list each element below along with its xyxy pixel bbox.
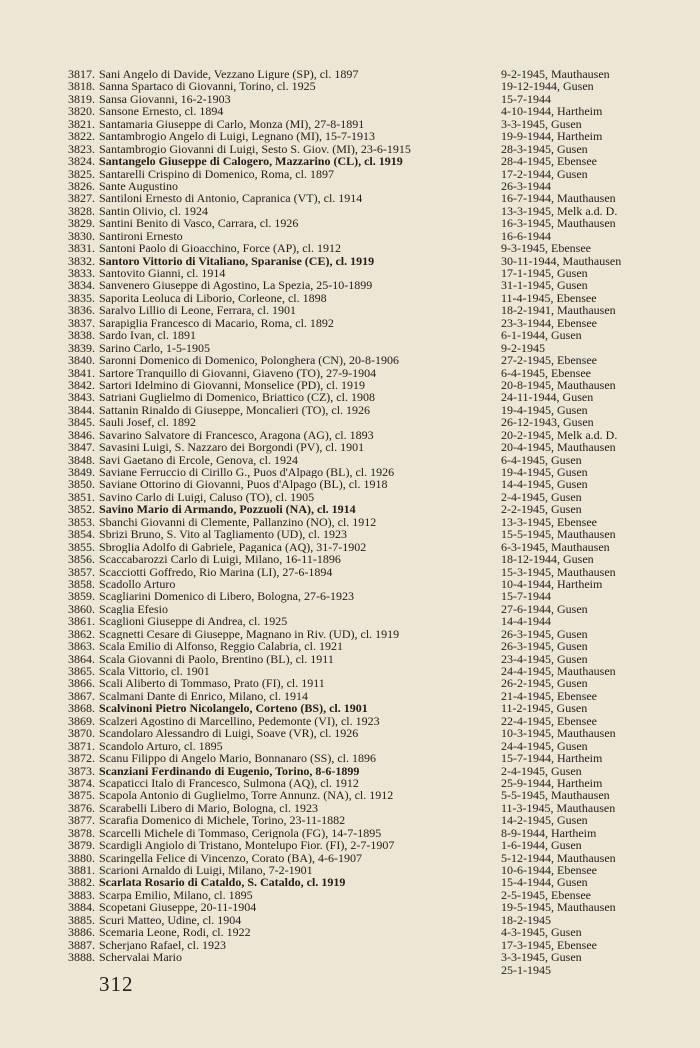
entry-fate: 13-3-1945, Melk a.d. D.: [501, 203, 618, 218]
entry-fate: 1-6-1944, Gusen: [501, 838, 582, 853]
entry-fate: 25-9-1944, Hartheim: [501, 775, 603, 790]
entry-row: [64, 105, 664, 117]
entry-name: Scanziani Ferdinando di Eugenio, Torino, 8-6-1899: [99, 764, 360, 777]
entry-name: Savino Carlo di Luigi, Caluso (TO), cl. 1905: [99, 490, 315, 504]
entry-number: 3876.: [68, 800, 95, 815]
entry-number: 3850.: [68, 477, 95, 492]
entry-fate: 23-3-1944, Ebensee: [501, 315, 597, 330]
entry-name: Scemaria Leone, Rodi, cl. 1922: [99, 926, 251, 939]
entry-number: 3842.: [68, 377, 95, 392]
entry-name: Scarafia Domenico di Michele, Torino, 23-11-1882: [99, 814, 346, 827]
entry-number: 3869.: [68, 713, 95, 728]
entry-row: [64, 926, 664, 938]
entry-fate: 3-3-1945, Gusen: [501, 950, 582, 965]
entry-fate: 17-1-1945, Gusen: [501, 266, 588, 280]
entry-number: 3825.: [68, 166, 95, 181]
entry-number: 3834.: [68, 278, 95, 293]
entry-number: 3882.: [68, 875, 95, 890]
entry-number: 3883.: [68, 887, 95, 902]
entry-row: [64, 814, 664, 826]
entry-number: 3872.: [68, 751, 95, 766]
entry-number: 3827.: [68, 191, 95, 206]
entry-number: 3817.: [68, 67, 95, 81]
entry-number: 3824.: [68, 154, 95, 169]
entry-fate: 19-12-1944, Gusen: [501, 79, 594, 94]
entry-row: [64, 217, 664, 229]
entry-number: 3861.: [68, 614, 95, 629]
entry-row: [64, 578, 664, 590]
entry-row: [64, 951, 664, 963]
entry-fate: 9-2-1945: [501, 340, 545, 355]
entry-row: [64, 640, 664, 652]
entry-fate: 20-2-1945, Melk a.d. D.: [501, 427, 618, 442]
entry-number: 3881.: [68, 863, 95, 877]
entry-row: [64, 702, 664, 714]
entry-fate: 23-4-1945, Gusen: [501, 651, 588, 666]
entry-fate: 2-5-1945, Ebensee: [501, 887, 591, 902]
entry-fate: 19-5-1945, Mauthausen: [501, 900, 616, 915]
entry-number: 3823.: [68, 141, 95, 156]
entry-name: Santoni Paolo di Gioacchino, Force (AP), cl. 1912: [99, 242, 341, 255]
entry-name: Santarelli Crispino di Domenico, Roma, cl. 1897: [99, 167, 334, 180]
entry-number: 3873.: [68, 763, 95, 778]
entry-number: 3858.: [68, 576, 95, 591]
entry-number: 3830.: [68, 228, 95, 243]
entry-number: 3864.: [68, 651, 95, 666]
entry-number: 3875.: [68, 788, 95, 803]
entry-name: Scarpa Emilio, Milano, cl. 1895: [99, 888, 253, 902]
entry-fate: 26-3-1945, Gusen: [501, 626, 588, 641]
entry-number: 3874.: [68, 775, 95, 790]
entry-name: Scalmani Dante di Enrico, Milano, cl. 1914: [99, 689, 308, 703]
entry-fate: 6-1-1944, Gusen: [501, 328, 582, 343]
entry-number: 3854.: [68, 527, 95, 542]
entry-number: 3844.: [68, 402, 95, 417]
entry-fate: 14-4-1944: [501, 614, 551, 629]
entry-name: Sattanin Rinaldo di Giuseppe, Moncalieri (TO), cl. 1926: [99, 403, 371, 417]
entry-name: Scaglia Efesio: [99, 602, 168, 616]
entry-number: 3841.: [68, 365, 95, 380]
entry-name: Saralvo Lillio di Leone, Ferrara, cl. 1901: [99, 304, 296, 317]
entry-name: Santironi Ernesto: [99, 229, 183, 243]
entry-number: 3868.: [68, 701, 95, 716]
entry-fate: 17-3-1945, Ebensee: [501, 937, 597, 952]
entry-number: 3849.: [68, 465, 95, 479]
entry-fate: 11-2-1945, Gusen: [501, 701, 588, 716]
entry-row: [64, 590, 664, 602]
entry-fate: 27-2-1945, Ebensee: [501, 353, 597, 368]
entry-row: [64, 503, 664, 515]
entry-number: 3887.: [68, 937, 95, 952]
entry-number: 3879.: [68, 838, 95, 853]
entry-name: Sbrizi Bruno, S. Vito al Tagliamento (UD), cl. 1923: [99, 528, 347, 541]
entry-row: [64, 80, 664, 92]
entry-fate: 4-10-1944, Hartheim: [501, 104, 603, 119]
entry-row: [64, 168, 664, 180]
entry-name: Schervalai Mario: [99, 951, 182, 964]
entry-number: 3860.: [68, 601, 95, 616]
entry-name: Sartori Idelmino di Giovanni, Monselice (PD), cl. 1919: [99, 378, 365, 392]
entry-fate: 9-3-1945, Ebensee: [501, 241, 591, 256]
entry-fate: 20-4-1945, Mauthausen: [501, 440, 616, 455]
entry-fate: 16-3-1945, Mauthausen: [501, 216, 616, 231]
entry-number: 3818.: [68, 79, 95, 94]
entry-name: Scaccabarozzi Carlo di Luigi, Milano, 16-11-1896: [99, 553, 341, 566]
entry-name: Sarino Carlo, 1-5-1905: [99, 341, 210, 355]
entry-row: [64, 130, 664, 142]
entry-number: 3840.: [68, 353, 95, 368]
entry-name: Savino Mario di Armando, Pozzuoli (NA), cl. 1914: [99, 503, 356, 516]
entry-name: Sante Augustino: [99, 179, 179, 193]
entry-name: Sbroglia Adolfo di Gabriele, Paganica (AQ), 31-7-1902: [99, 540, 367, 554]
entry-fate: 10-4-1944, Hartheim: [501, 576, 603, 591]
entry-name: Saviane Ferruccio di Cirillo G., Puos d'Alpago (BL), cl. 1926: [99, 466, 395, 479]
entry-number: 3829.: [68, 216, 95, 231]
entry-name: Sanvenero Giuseppe di Agostino, La Spezia, 25-10-1899: [99, 279, 373, 292]
entry-name: Santin Olivio, cl. 1924: [99, 204, 208, 218]
entry-number: 3867.: [68, 688, 95, 703]
entry-row: [64, 727, 664, 739]
entry-fate: 15-7-1944, Hartheim: [501, 751, 603, 766]
entry-list: [64, 68, 664, 976]
entry-name: Scarcelli Michele di Tommaso, Cerignola (FG), 14-7-1895: [99, 826, 382, 840]
entry-name: Sartore Tranquillo di Giovanni, Giaveno (TO), 27-9-1904: [99, 366, 377, 379]
entry-name: Santoro Vittorio di Vitaliano, Sparanise (CE), cl. 1919: [99, 254, 375, 268]
entry-name: Saviane Ottorino di Giovanni, Puos d'Alpago (BL), cl. 1918: [99, 478, 388, 491]
entry-fate: 24-4-1945, Mauthausen: [501, 664, 616, 678]
entry-row: [64, 155, 664, 167]
entry-name: Scardigli Angiolo di Tristano, Montelupo Fior. (FI), 2-7-1907: [99, 839, 395, 852]
entry-name: Scala Giovanni di Paolo, Brentino (BL), cl. 1911: [99, 652, 334, 666]
entry-row: [64, 354, 664, 366]
entry-row: [64, 553, 664, 565]
entry-fate: 10-6-1944, Ebensee: [501, 863, 597, 877]
entry-number: 3832.: [68, 253, 95, 268]
entry-name: Scaringella Felice di Vincenzo, Corato (BA), 4-6-1907: [99, 851, 362, 865]
entry-number: 3822.: [68, 129, 95, 144]
entry-name: Scali Aliberto di Tommaso, Prato (FI), cl. 1911: [99, 677, 325, 690]
entry-name: Scagliarini Domenico di Libero, Bologna, 27-6-1923: [99, 590, 354, 603]
entry-number: 3857.: [68, 564, 95, 579]
entry-fate: 19-9-1944, Hartheim: [501, 129, 603, 144]
entry-fate: 15-3-1945, Mauthausen: [501, 564, 616, 579]
entry-row: [64, 441, 664, 453]
entry-name: Scopetani Giuseppe, 20-11-1904: [99, 901, 257, 914]
entry-fate: 15-5-1945, Mauthausen: [501, 527, 616, 542]
entry-fate: 19-4-1945, Gusen: [501, 465, 588, 479]
entry-name: Scapaticci Italo di Francesco, Sulmona (AQ), cl. 1912: [99, 776, 359, 790]
entry-fate: 27-6-1944, Gusen: [501, 601, 588, 616]
entry-name: Sardo Ivan, cl. 1891: [99, 329, 196, 342]
entry-number: 3862.: [68, 626, 95, 641]
entry-name: Sbanchi Giovanni di Clemente, Pallanzino (NO), cl. 1912: [99, 515, 377, 529]
entry-fate: 26-2-1945, Gusen: [501, 676, 588, 691]
entry-name: Scadollo Arturo: [99, 577, 176, 591]
entry-number: 3836.: [68, 303, 95, 318]
entry-fate: 24-4-1945, Gusen: [501, 738, 588, 753]
entry-number: 3871.: [68, 738, 95, 753]
entry-fate: 5-5-1945, Mauthausen: [501, 788, 610, 803]
entry-fate: 10-3-1945, Mauthausen: [501, 726, 616, 741]
entry-name: Scaglioni Giuseppe di Andrea, cl. 1925: [99, 615, 288, 628]
entry-name: Scala Vittorio, cl. 1901: [99, 665, 210, 678]
entry-name: Santambrogio Giovanni di Luigi, Sesto S. Giov. (MI), 23-6-1915: [99, 142, 411, 156]
entry-name: Satriani Guglielmo di Domenico, Briattico (CZ), cl. 1908: [99, 391, 375, 404]
entry-name: Sani Angelo di Davide, Vezzano Ligure (SP), cl. 1897: [99, 68, 359, 81]
entry-name: Santiloni Ernesto di Antonio, Capranica (VT), cl. 1914: [99, 192, 363, 205]
entry-name: Scherjano Rafael, cl. 1923: [99, 938, 226, 952]
entry-number: 3826.: [68, 178, 95, 193]
entry-number: 3851.: [68, 489, 95, 504]
entry-name: Savasini Luigi, S. Nazzaro dei Borgondi (PV), cl. 1901: [99, 441, 365, 454]
entry-fate: 6-4-1945, Gusen: [501, 452, 582, 467]
entry-number: 3819.: [68, 91, 95, 106]
entry-number: 3886.: [68, 925, 95, 940]
entry-name: Sarapiglia Francesco di Macario, Roma, cl. 1892: [99, 316, 334, 330]
page-number: 312: [99, 972, 134, 996]
entry-fate: 30-11-1944, Mauthausen: [501, 253, 622, 268]
entry-name: Sanna Spartaco di Giovanni, Torino, cl. 1925: [99, 80, 316, 93]
entry-fate: 24-11-1944, Gusen: [501, 390, 594, 405]
entry-row: [64, 752, 664, 764]
entry-fate: 18-12-1944, Gusen: [501, 552, 594, 567]
entry-number: 3839.: [68, 340, 95, 355]
entry-number: 3856.: [68, 552, 95, 567]
entry-name: Sauli Josef, cl. 1892: [99, 416, 196, 429]
entry-number: 3888.: [68, 950, 95, 965]
entry-fate: 26-12-1943, Gusen: [501, 415, 594, 430]
entry-fate: 13-3-1945, Ebensee: [501, 514, 597, 529]
entry-name: Scarlata Rosario di Cataldo, S. Cataldo, cl. 1919: [99, 876, 346, 889]
entry-number: 3863.: [68, 639, 95, 654]
entry-number: 3884.: [68, 900, 95, 915]
entry-fate: 2-4-1945, Gusen: [501, 489, 582, 504]
entry-number: 3837.: [68, 315, 95, 330]
entry-row: [64, 876, 664, 888]
entry-row: [64, 615, 664, 627]
entry-row: [64, 279, 664, 291]
entry-fate: 28-3-1945, Gusen: [501, 141, 588, 156]
entry-fate: 14-4-1945, Gusen: [501, 477, 588, 492]
entry-number: 3831.: [68, 241, 95, 256]
entry-name: Scuri Matteo, Udine, cl. 1904: [99, 913, 242, 927]
entry-fate: 17-2-1944, Gusen: [501, 166, 588, 181]
entry-name: Sansa Giovanni, 16-2-1903: [99, 92, 231, 106]
entry-fate: 16-7-1944, Mauthausen: [501, 191, 616, 206]
entry-fate: 25-1-1945: [501, 962, 551, 977]
entry-name: Scandolaro Alessandro di Luigi, Soave (VR), cl. 1926: [99, 727, 359, 740]
entry-name: Santambrogio Angelo di Luigi, Legnano (MI), 15-7-1913: [99, 130, 375, 143]
entry-fate: 28-4-1945, Ebensee: [501, 154, 597, 169]
entry-number: 3843.: [68, 390, 95, 405]
entry-row: [64, 603, 664, 615]
entry-number: 3859.: [68, 589, 95, 604]
entry-number: 3845.: [68, 415, 95, 430]
entry-fate: 26-3-1944: [501, 178, 551, 193]
entry-fate: 2-4-1945, Gusen: [501, 763, 582, 778]
entry-name: Scanu Filippo di Angelo Mario, Bonnanaro (SS), cl. 1896: [99, 752, 376, 765]
entry-number: 3821.: [68, 116, 95, 131]
entry-name: Scagnetti Cesare di Giuseppe, Magnano in Riv. (UD), cl. 1919: [99, 627, 400, 641]
entry-fate: 22-4-1945, Ebensee: [501, 713, 597, 728]
entry-fate: 31-1-1945, Gusen: [501, 278, 588, 293]
entry-number: 3846.: [68, 427, 95, 442]
entry-number: 3833.: [68, 266, 95, 280]
entry-fate: 11-4-1945, Ebensee: [501, 290, 597, 305]
entry-name: Savi Gaetano di Ercole, Genova, cl. 1924: [99, 453, 298, 467]
entry-fate: 15-7-1944: [501, 589, 551, 604]
entry-fate: 20-8-1945, Mauthausen: [501, 377, 616, 392]
entry-name: Santamaria Giuseppe di Carlo, Monza (MI), 27-8-1891: [99, 117, 365, 131]
entry-name: Sansone Ernesto, cl. 1894: [99, 105, 224, 118]
entry-fate: 19-4-1945, Gusen: [501, 402, 588, 417]
entry-number: 3885.: [68, 912, 95, 927]
entry-fate: 18-2-1941, Mauthausen: [501, 303, 616, 318]
entry-fate: 6-4-1945, Ebensee: [501, 365, 591, 380]
entry-number: 3878.: [68, 825, 95, 840]
entry-fate: 26-3-1945, Gusen: [501, 639, 588, 654]
entry-number: 3853.: [68, 514, 95, 529]
entry-number: 3847.: [68, 440, 95, 455]
entry-row: [64, 329, 664, 341]
entry-row: [64, 192, 664, 204]
entry-fate: 6-3-1945, Mauthausen: [501, 539, 610, 554]
entry-fate: 15-4-1944, Gusen: [501, 875, 588, 890]
entry-row: [64, 242, 664, 254]
entry-row: [64, 478, 664, 490]
entry-name: Santini Benito di Vasco, Carrara, cl. 1926: [99, 217, 299, 230]
entry-name: Scalzeri Agostino di Marcellino, Pedemonte (VI), cl. 1923: [99, 714, 380, 728]
entry-fate: 15-7-1944: [501, 91, 551, 106]
entry-fate: 9-2-1945, Mauthausen: [501, 67, 610, 81]
entry-number: 3866.: [68, 676, 95, 691]
entry-fate: 2-2-1945, Gusen: [501, 502, 582, 517]
entry-row: [64, 391, 664, 403]
entry-fate: 18-2-1945: [501, 912, 551, 927]
entry-name: Scarioni Arnaldo di Luigi, Milano, 7-2-1901: [99, 864, 313, 877]
entry-number: 3848.: [68, 452, 95, 467]
entry-number: 3820.: [68, 104, 95, 119]
entry-row: [64, 789, 664, 801]
entry-name: Scapola Antonio di Guglielmo, Torre Annunz. (NA), cl. 1912: [99, 789, 394, 802]
entry-fate: 8-9-1944, Hartheim: [501, 825, 597, 840]
entry-fate: 16-6-1944: [501, 228, 551, 243]
entry-name: Saronni Domenico di Domenico, Polonghera (CN), 20-8-1906: [99, 354, 399, 367]
entry-name: Santovito Gianni, cl. 1914: [99, 267, 226, 280]
entry-number: 3865.: [68, 664, 95, 678]
entry-number: 3880.: [68, 850, 95, 865]
entry-number: 3855.: [68, 539, 95, 554]
entry-fate: 5-12-1944, Mauthausen: [501, 850, 616, 865]
entry-fate: 11-3-1945, Mauthausen: [501, 800, 616, 815]
entry-fate: 21-4-1945, Ebensee: [501, 688, 597, 703]
entry-row: [64, 839, 664, 851]
entry-name: Scarabelli Libero di Mario, Bologna, cl. 1923: [99, 801, 318, 815]
entry-row: [64, 304, 664, 316]
entry-row: [64, 964, 664, 976]
entry-fate: 14-2-1945, Gusen: [501, 813, 588, 828]
entry-row: [64, 528, 664, 540]
entry-name: Santangelo Giuseppe di Calogero, Mazzarino (CL), cl. 1919: [99, 155, 403, 168]
entry-name: Scala Emilio di Alfonso, Reggio Calabria, cl. 1921: [99, 640, 343, 653]
entry-number: 3870.: [68, 726, 95, 741]
entry-fate: 4-3-1945, Gusen: [501, 925, 582, 940]
entry-name: Savarino Salvatore di Francesco, Aragona (AG), cl. 1893: [99, 428, 374, 442]
entry-number: 3838.: [68, 328, 95, 343]
entry-fate: 3-3-1945, Gusen: [501, 116, 582, 131]
entry-name: Scalvinoni Pietro Nicolangelo, Corteno (BS), cl. 1901: [99, 702, 368, 715]
entry-name: Scacciotti Goffredo, Rio Marina (LI), 27-6-1894: [99, 565, 333, 578]
entry-row: [64, 416, 664, 428]
entry-number: 3828.: [68, 203, 95, 218]
entry-row: [64, 901, 664, 913]
entry-name: Saporita Leoluca di Liborio, Corleone, cl. 1898: [99, 291, 327, 305]
entry-number: 3852.: [68, 502, 95, 517]
entry-number: 3835.: [68, 290, 95, 305]
entry-name: Scandolo Arturo, cl. 1895: [99, 739, 223, 753]
entry-row: [64, 677, 664, 689]
entry-number: 3877.: [68, 813, 95, 828]
